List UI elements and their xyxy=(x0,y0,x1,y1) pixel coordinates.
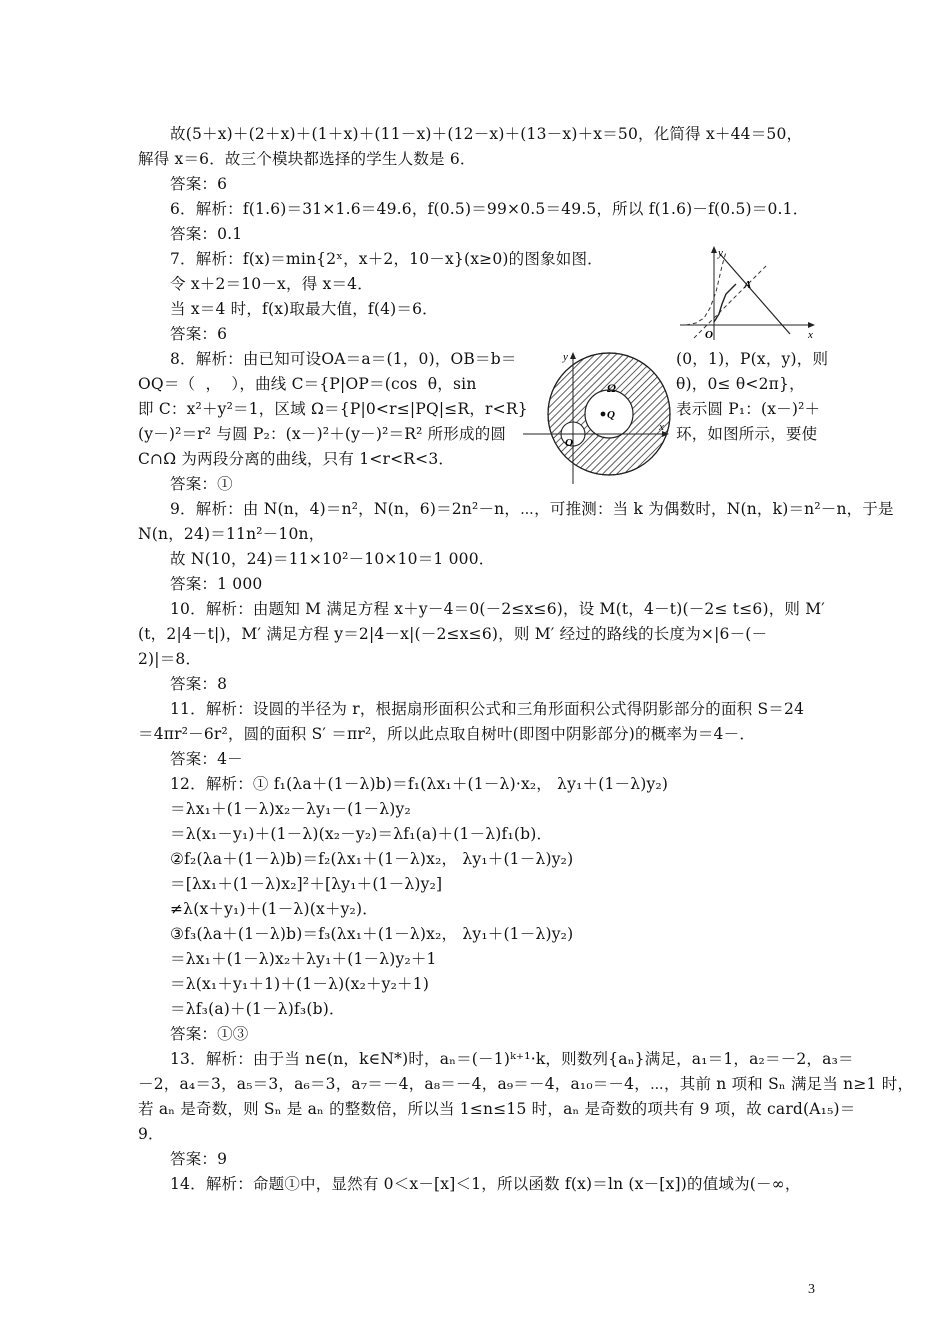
text-line: －2，a₄＝3，a₅＝3，a₆＝3，a₇＝－4，a₈＝－4，a₉＝－4，a₁₀＝－4，⋯，其前 n 项和 Sₙ 满足当 n≥1 时， xyxy=(138,1075,914,1093)
text-line: 令 x＋2＝10－x，得 x＝4． xyxy=(170,275,373,293)
text-line: 解得 x＝6．故三个模块都选择的学生人数是 6． xyxy=(138,150,476,168)
text-line: ③f₃(λa＋(1－λ)b)＝f₃(λx₁＋(1－λ)x₂， λy₁＋(1－λ)y₂) xyxy=(170,925,574,943)
page-number: 3 xyxy=(808,1282,815,1297)
text-line-right: 环，如图所示，要使 xyxy=(676,425,818,443)
text-line: ＝λx₁＋(1－λ)x₂－λy₁－(1－λ)y₂ xyxy=(170,800,411,818)
text-line: 14．解析：命题①中，显然有 0＜x－[x]＜1，所以函数 f(x)＝ln (x－[x])的值域为(－∞， xyxy=(170,1175,801,1193)
text-line: 答案：0.1 xyxy=(170,225,243,243)
text-line: 9． xyxy=(138,1125,164,1143)
text-line: ＝λ(x₁＋y₁＋1)＋(1－λ)(x₂＋y₂＋1) xyxy=(170,975,430,993)
text-line: 13．解析：由于当 n∈(n，k∈N*)时，aₙ＝(－1)ᵏ⁺¹·k，则数列{aₙ}满足，a₁＝1，a₂＝－2，a₃＝ xyxy=(170,1050,854,1068)
text-line: 答案：6 xyxy=(170,325,228,343)
text-line: 故 N(10，24)＝11×10²－10×10＝1 000． xyxy=(170,550,495,568)
text-line: 答案：9 xyxy=(170,1150,228,1168)
center-label: Q xyxy=(607,409,615,421)
origin-label: O xyxy=(565,437,573,449)
text-line: (t，2|4－t|)，M′ 满足方程 y＝2|4－x|(－2≤x≤6)，则 M′ 经过的路线的长度为×|6－(－ xyxy=(138,625,768,643)
text-line: ≠λ(x＋y₁)＋(1－λ)(x＋y₂)． xyxy=(170,900,378,918)
text-line: 若 aₙ 是奇数，则 Sₙ 是 aₙ 的整数倍，所以当 1≤n≤15 时，aₙ 是奇数的项共有 9 项，故 card(A₁₅)＝ xyxy=(138,1100,856,1118)
text-line: 答案：①③ xyxy=(170,1025,249,1043)
text-line: 答案：① xyxy=(170,475,233,493)
text-line: ＝λ(x₁－y₁)＋(1－λ)(x₂－y₂)＝λf₁(a)＋(1－λ)f₁(b)． xyxy=(170,825,553,843)
annulus-figure xyxy=(523,348,675,488)
text-line: 答案：1 000 xyxy=(170,575,263,593)
y-axis-label: y xyxy=(563,351,568,363)
text-line: 答案：8 xyxy=(170,675,228,693)
y-axis-label: y xyxy=(718,247,723,259)
text-line: 9．解析：由 N(n，4)＝n²，N(n，6)＝2n²－n，⋯，可推测：当 k 为偶数时，N(n，k)＝n²－n，于是 xyxy=(170,500,894,518)
x-axis-label: x xyxy=(808,329,813,341)
text-line: 11．解析：设圆的半径为 r，根据扇形面积公式和三角形面积公式得阴影部分的面积 S＝24 xyxy=(170,700,805,718)
text-line: 8．解析：由已知可设OA＝a＝(1，0)，OB＝b＝ xyxy=(170,350,517,368)
text-line-right: 表示圆 P₁：(x－)²＋ xyxy=(676,400,821,418)
text-line: 6．解析：f(1.6)＝31×1.6＝49.6，f(0.5)＝99×0.5＝49.5，所以 f(1.6)－f(0.5)＝0.1． xyxy=(170,200,809,218)
text-line: 答案：6 xyxy=(170,175,228,193)
x-axis-label: x xyxy=(659,421,664,433)
text-line: 即 C：x²＋y²＝1，区域 Ω＝{P|0<r≤|PQ|≤R，r<R} xyxy=(138,400,528,418)
region-label: Ω xyxy=(607,381,616,395)
text-line: 12．解析：① f₁(λa＋(1－λ)b)＝f₁(λx₁＋(1－λ)·x₂， λy₁＋(1－λ)y₂) xyxy=(170,775,669,793)
text-line-right: (0，1)，P(x，y)，则 xyxy=(676,350,829,368)
text-line: ＝[λx₁＋(1－λ)x₂]²＋[λy₁＋(1－λ)y₂] xyxy=(170,875,443,893)
text-line: 答案：4－ xyxy=(170,750,243,768)
text-line: 当 x＝4 时，f(x)取最大值，f(4)＝6． xyxy=(170,300,438,318)
text-line: ＝λf₃(a)＋(1－λ)f₃(b)． xyxy=(170,1000,345,1018)
text-line: 7．解析：f(x)＝min{2ˣ，x＋2，10－x}(x≥0)的图象如图． xyxy=(170,250,603,268)
text-line: ＝4πr²－6r²，圆的面积 S′ ＝πr²，所以此点取自树叶(即图中阴影部分)的概率为＝4－． xyxy=(138,725,756,743)
text-line: 10．解析：由题知 M 满足方程 x＋y－4＝0(－2≤x≤6)，设 M(t，4－t)(－2≤ t≤6)，则 M′ xyxy=(170,600,826,618)
text-line: N(n，24)＝11n²－10n， xyxy=(138,525,325,543)
text-line: 2)|＝8． xyxy=(138,650,202,668)
text-line: 故(5＋x)＋(2＋x)＋(1＋x)＋(11－x)＋(12－x)＋(13－x)＋x＝50，化简得 x＋44＝50， xyxy=(170,125,803,143)
text-line: ②f₂(λa＋(1－λ)b)＝f₂(λx₁＋(1－λ)x₂， λy₁＋(1－λ)y₂) xyxy=(170,850,574,868)
origin-label: O xyxy=(705,329,713,341)
function-graph-figure xyxy=(680,244,820,342)
text-line: (y－)²＝r² 与圆 P₂：(x－)²＋(y－)²＝R² 所形成的圆 xyxy=(138,425,507,443)
text-line: ＝λx₁＋(1－λ)x₂＋λy₁＋(1－λ)y₂＋1 xyxy=(170,950,437,968)
point-label: A xyxy=(744,279,752,291)
text-line: OQ＝（ ， ），曲线 C＝{P|OP＝(cos θ，sin xyxy=(138,375,477,393)
text-line: C∩Ω 为两段分离的曲线，只有 1<r<R<3． xyxy=(138,450,455,468)
text-line-right: θ)，0≤ θ<2π}， xyxy=(676,375,805,393)
